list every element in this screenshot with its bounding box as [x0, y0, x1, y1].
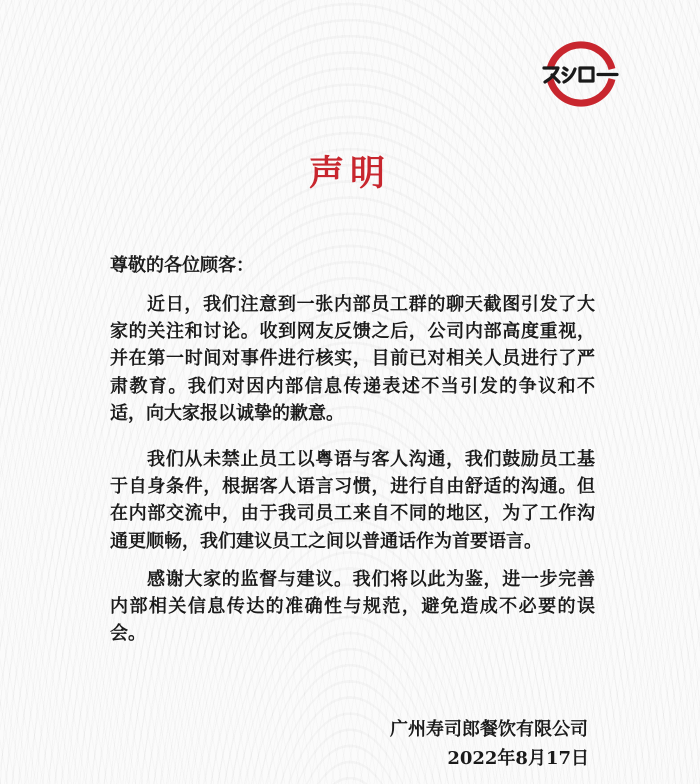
document-title: 声明 — [308, 153, 391, 194]
sushiro-logo — [541, 38, 621, 108]
greeting: 尊敬的各位顾客： — [110, 255, 254, 276]
paragraph-apology: 近日，我们注意到一张内部员工群的聊天截图引发了大家的关注和讨论。收到网友反馈之后，公司内部高度重视，并在第一时间对事件进行核实，目前已对相关人员进行了严肃教育。我们对因内部信息传递表述不当引发的争议和不适，向大家报以诚挚的歉意。 — [110, 294, 595, 424]
paragraph-thanks: 感谢大家的监督与建议。我们将以此为鉴，进一步完善内部相关信息传达的准确性与规范，避免造成不必要的误会。 — [110, 569, 595, 645]
signature-company: 广州寿司郎餐饮有限公司 — [390, 719, 588, 740]
paragraph-language-policy: 我们从未禁止员工以粤语与客人沟通，我们鼓励员工基于自身条件，根据客人语言习惯，进行自由舒适的沟通。但在内部交流中，由于我司员工来自不同的地区，为了工作沟通更顺畅，我们建议员工之间以普通话作为首要语言。 — [110, 449, 595, 552]
signature-date: 2022年8月17日 — [447, 748, 589, 769]
sushiro-logo-icon — [541, 38, 621, 108]
